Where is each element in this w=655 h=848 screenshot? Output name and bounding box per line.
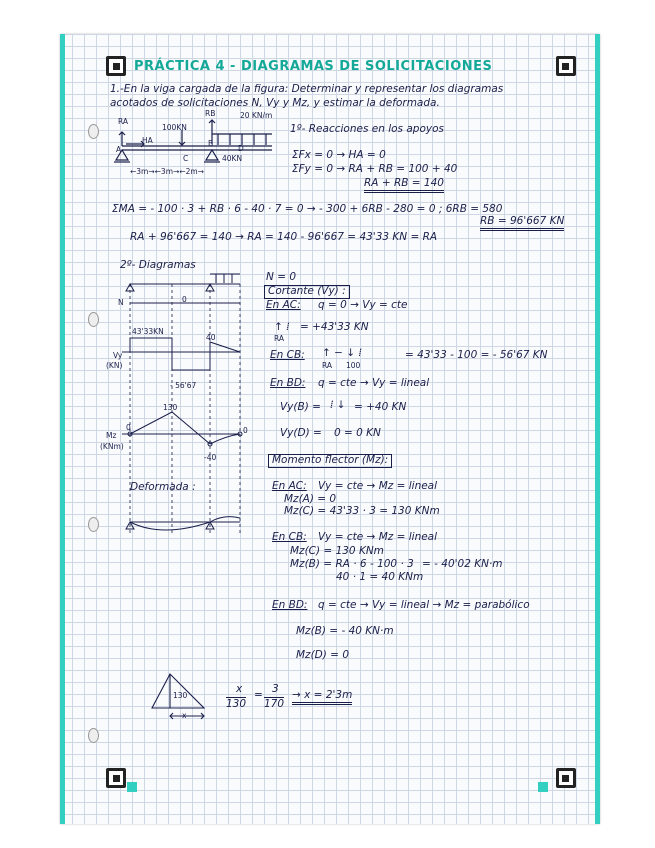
corner-marker-icon (556, 56, 576, 76)
mz-b-cb: Mz(B) = RA · 6 - 100 · 3 (290, 558, 414, 570)
v-axis-label: Vy (113, 351, 123, 360)
mz-a: Mz(A) = 0 (284, 493, 337, 505)
v-negative-value: - 56'67 (170, 381, 197, 390)
v-40-value: 40 (206, 333, 216, 342)
momento-cb-label: En CB: (272, 531, 307, 543)
momento-bd-label: En BD: (272, 599, 308, 611)
m-negative-value: -40 (204, 453, 217, 462)
corner-marker-icon (556, 768, 576, 788)
teal-square-icon (127, 782, 137, 792)
diagrams-heading: 2º- Diagramas (120, 259, 196, 271)
cortante-ac-ra: RA (274, 334, 285, 343)
mz-c-cb: Mz(C) = 130 KNm (290, 545, 384, 557)
ratio-x-num: x (236, 683, 243, 695)
vy-b-label: Vy(B) = (280, 401, 321, 413)
teal-square-icon (538, 782, 548, 792)
ratio-3-den: 170 (264, 698, 285, 710)
corner-marker-icon (106, 56, 126, 76)
up-arrow-icon: ↑ ⁞ (274, 321, 290, 333)
cortante-heading: Cortante (Vy) : (264, 285, 350, 299)
momento-bd-rule: q = cte → Vy = lineal → Mz = parabólico (318, 599, 530, 611)
mz-b-bd: Mz(B) = - 40 KN·m (296, 625, 394, 637)
span-dimensions: ←3m→←3m→←2m→ (130, 167, 204, 176)
triangle-130: 130 (173, 691, 188, 700)
cortante-bd-label: En BD: (270, 377, 306, 389)
cortante-bd-rule: q = cte → Vy = lineal (318, 377, 430, 389)
m-axis-unit: (KNm) (100, 442, 124, 451)
ratio-3-num: 3 (272, 683, 279, 695)
cortante-cb-ra: RA (322, 361, 333, 370)
ha-label: HA (142, 136, 153, 145)
node-d-label: D (238, 144, 244, 153)
binder-hole-icon (88, 517, 99, 532)
cortante-ac-label: En AC: (266, 299, 301, 311)
deformada-label: Deformada : (130, 481, 196, 493)
node-b-label: B (208, 139, 214, 148)
cortante-cb-100: 100 (346, 361, 361, 370)
vy-b-value: = +40 KN (354, 401, 407, 413)
v-positive-value: 43'33KN (132, 327, 164, 336)
m-zero-b: 0 (243, 426, 248, 435)
sum-reactions: RA + RB = 140 (364, 178, 444, 193)
momento-ac-label: En AC: (272, 480, 307, 492)
sum-fx-equation: ΣFx = 0 → HA = 0 (292, 149, 386, 161)
node-a-label: A (116, 145, 122, 154)
ratio-x-den: 130 (226, 698, 247, 710)
mz-b-cb-value: = - 40'02 KN·m (422, 558, 503, 570)
binder-hole-icon (88, 728, 99, 743)
m-axis-label: Mz (106, 431, 117, 440)
cortante-cb-value: = 43'33 - 100 = - 56'67 KN (405, 349, 548, 361)
page-title: PRÁCTICA 4 - DIAGRAMAS DE SOLICITACIONES (134, 59, 493, 74)
rb-result: RB = 96'667 KN (480, 216, 564, 231)
sum-fy-equation: ΣFy = 0 → RA + RB = 100 + 40 (292, 163, 458, 175)
load-arrow-icon: ⁞ ↓ (330, 399, 346, 411)
binder-hole-icon (88, 124, 99, 139)
up-down-arrows-icon: ↑ − ↓ ⁞ (322, 347, 362, 359)
n-zero-value: 0 (182, 295, 187, 304)
n-zero: N = 0 (266, 271, 297, 283)
moment-equation: ΣMA = - 100 · 3 + RB · 6 - 40 · 7 = 0 → - 300 + 6RB - 280 = 0 ; 6RB = 580 (112, 203, 503, 215)
point-load-label: 100KN (162, 123, 187, 132)
mz-d-bd: Mz(D) = 0 (296, 649, 350, 661)
momento-ac-rule: Vy = cte → Mz = lineal (318, 480, 438, 492)
binder-hole-icon (88, 312, 99, 327)
m-zero-a: 0 (126, 423, 131, 432)
momento-heading: Momento flector (Mz): (268, 454, 392, 468)
end-load-label: 40KN (222, 154, 243, 163)
solicitation-diagrams (112, 266, 262, 556)
n-axis-label: N (118, 298, 124, 307)
triangle-x: x (182, 711, 187, 720)
ra-label: RA (118, 117, 129, 126)
cortante-ac-rule: q = 0 → Vy = cte (318, 299, 408, 311)
vy-d-label: Vy(D) = (280, 427, 322, 439)
ra-result: RA + 96'667 = 140 → RA = 140 - 96'667 = 43'33 KN = RA (130, 231, 438, 243)
cortante-ac-value: = +43'33 KN (300, 321, 369, 333)
momento-cb-rule: Vy = cte → Mz = lineal (318, 531, 438, 543)
x-result: → x = 2'3m (292, 690, 352, 705)
corner-marker-icon (106, 768, 126, 788)
cortante-cb-label: En CB: (270, 349, 305, 361)
rb-label: RB (205, 109, 216, 118)
equals-sign: = (254, 689, 263, 701)
v-axis-unit: (KN) (106, 361, 123, 370)
left-margin-stripe-overlay (60, 34, 65, 824)
mz-b-cb-alt: 40 · 1 = 40 KNm (336, 571, 424, 583)
right-margin-stripe-overlay (595, 34, 600, 824)
statement-line-1: 1.-En la viga cargada de la figura: Determinar y representar los diagramas (110, 83, 504, 95)
node-c-label: C (183, 154, 189, 163)
m-130-value: 130 (163, 403, 178, 412)
distributed-load-label: 20 KN/m (240, 111, 273, 120)
statement-line-2: acotados de solicitaciones N, Vy y Mz, y estimar la deformada. (110, 97, 440, 109)
reactions-heading: 1º- Reacciones en los apoyos (290, 123, 444, 135)
mz-c: Mz(C) = 43'33 · 3 = 130 KNm (284, 505, 440, 517)
vy-d-value: 0 = 0 KN (334, 427, 381, 439)
